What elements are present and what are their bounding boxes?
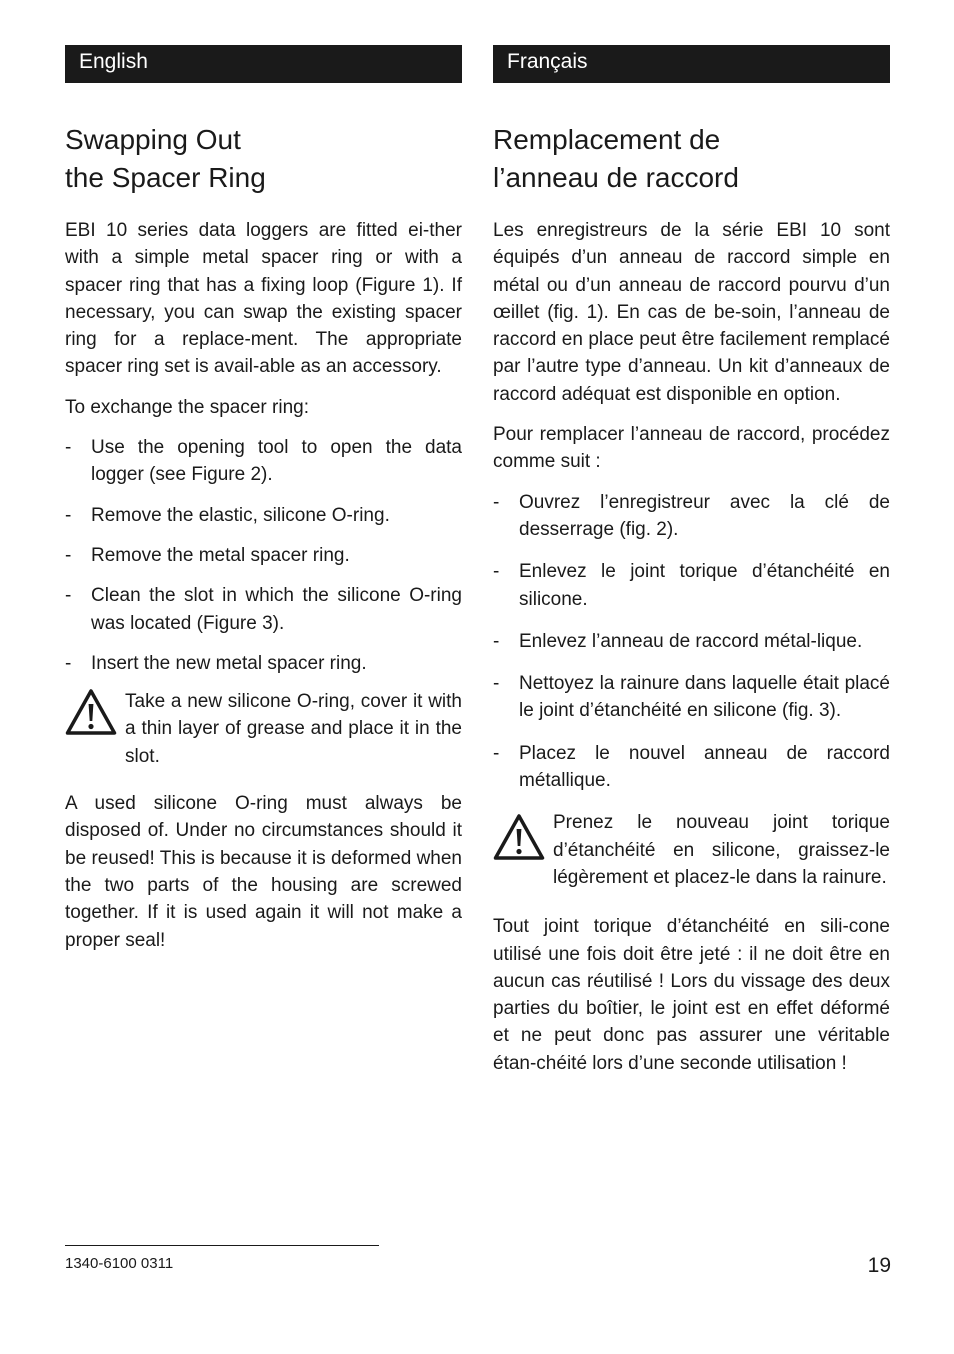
list-item: - Nettoyez la rainure dans laquelle était placé le joint d’étanchéité en silicone (fig. 3). [493, 673, 890, 722]
step-text: Enlevez l’anneau de raccord métal-lique. [519, 630, 863, 652]
list-item: - Insert the new metal spacer ring. [65, 652, 367, 674]
list-item: - Enlevez l’anneau de raccord métal-lique. [493, 630, 863, 652]
step-text: Enlevez le joint torique d’étanchéité en silicone. [519, 561, 890, 610]
language-bar-french: Français [493, 45, 890, 83]
step-text: Remove the metal spacer ring. [91, 544, 350, 566]
step-text: Insert the new metal spacer ring. [91, 652, 367, 674]
page-number: 19 [867, 1254, 891, 1277]
language-bar-english: English [65, 45, 462, 83]
english-warning-note [65, 688, 462, 770]
step-text: Placez le nouvel anneau de raccord métallique. [519, 742, 890, 792]
french-warning-note [493, 809, 890, 891]
list-item: - Remove the elastic, silicone O-ring. [65, 504, 390, 526]
english-closing: A used silicone O-ring must always be disposed of. Under no circumstances should it be reused! This is because it is deformed when the two parts of the housing are screwed together. If it is used again it will not make a proper seal! [65, 793, 462, 951]
list-item: - Placez le nouvel anneau de raccord métallique. [493, 742, 890, 792]
warning-triangle-icon [65, 688, 117, 736]
list-item: - Ouvrez l’enregistreur avec la clé de desserrage (fig. 2). [493, 491, 890, 540]
english-warning-text: Take a new silicone O-ring, cover it with a thin layer of grease and place it in the slot. [125, 691, 462, 767]
step-text: Use the opening tool to open the data logger (see Figure 2). [91, 437, 462, 486]
english-heading [65, 121, 462, 197]
english-intro: EBI 10 series data loggers are fitted ei-ther with a simple metal spacer ring or with a spacer ring that has a fixing loop (Figure 1). If necessary, you can swap the existing spacer ring for a replace-ment. The appropriate spacer ring set is avail-able as an accessory. [65, 220, 462, 378]
french-intro: Les enregistreurs de la série EBI 10 sont équipés d’un anneau de raccord simple en métal ou d’un anneau de raccord pourvu d’un œillet (fig. 1). En cas de be-soin, l’anneau de raccord en place peut être facilement remplacé par l’autre type d’anneau. Un kit d’anneaux de raccord adéquat est disponible en option. [493, 220, 890, 405]
step-text: Nettoyez la rainure dans laquelle était placé le joint d’étanchéité en silicone (fig. 3). [519, 673, 890, 722]
step-text: Remove the elastic, silicone O-ring. [91, 504, 390, 526]
english-heading-line2: the Spacer Ring [65, 162, 266, 193]
french-closing: Tout joint torique d’étanchéité en sili-cone utilisé une fois doit être jeté : il ne doit être en aucun cas réutilisé ! Lors du vissage des deux parties du boîtier, le joint est en effet déformé et ne peut donc pas assurer une véritable étan-chéité lors d’une seconde utilisation ! [493, 916, 890, 1074]
step-text: Clean the slot in which the silicone O-ring was located (Figure 3). [91, 585, 462, 634]
list-item: - Use the opening tool to open the data logger (see Figure 2). [65, 437, 462, 486]
list-item: - Clean the slot in which the silicone O-ring was located (Figure 3). [65, 585, 462, 634]
french-lead-in: Pour remplacer l’anneau de raccord, procédez comme suit : [493, 424, 890, 473]
footer-divider [65, 1245, 379, 1246]
english-heading-line1: Swapping Out [65, 124, 241, 155]
warning-triangle-icon [493, 813, 545, 861]
english-steps-list [65, 434, 462, 677]
french-warning-text: Prenez le nouveau joint torique d’étanchéité en silicone, graissez-le légèrement et placez-le dans la rainure. [553, 812, 890, 888]
french-column [493, 45, 890, 1077]
list-item: - Enlevez le joint torique d’étanchéité en silicone. [493, 561, 890, 610]
french-heading [493, 121, 890, 197]
french-heading-line2: l’anneau de raccord [493, 162, 739, 193]
document-number: 1340-6100 0311 [65, 1255, 174, 1272]
french-steps-list [493, 489, 890, 795]
english-column [65, 45, 462, 954]
english-lead-in: To exchange the spacer ring: [65, 396, 309, 418]
list-item: - Remove the metal spacer ring. [65, 544, 350, 566]
french-heading-line1: Remplacement de [493, 124, 721, 155]
step-text: Ouvrez l’enregistreur avec la clé de desserrage (fig. 2). [519, 491, 890, 540]
